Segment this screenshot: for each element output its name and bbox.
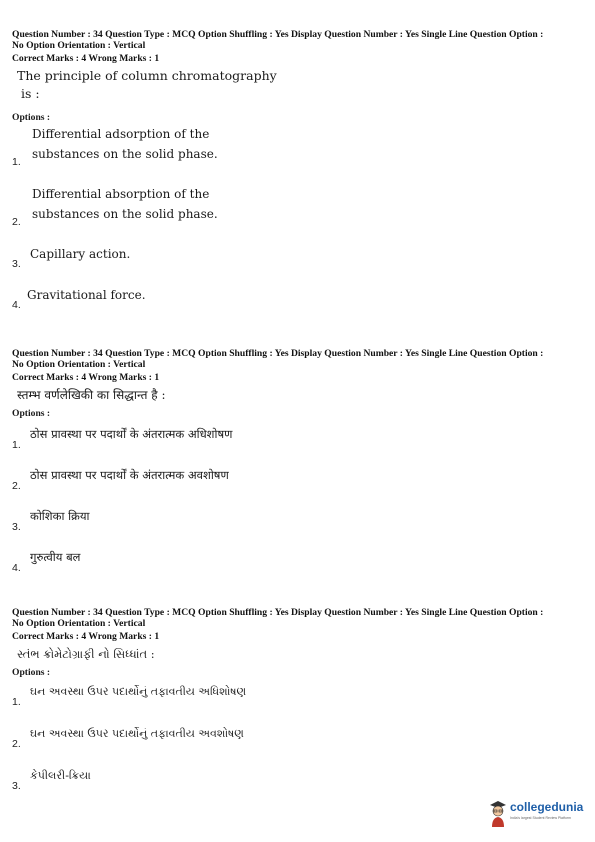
option-text-line1: ठोस प्रावस्था पर पदार्थों के अंतरात्मक अधिशोषण xyxy=(30,426,233,441)
question-text-line1: स्तम्भ वर्णलेखिकी का सिद्धान्त है : xyxy=(17,387,166,402)
option-number: 3. xyxy=(12,257,21,270)
question-meta-line2: No Option Orientation : Vertical xyxy=(12,617,146,629)
option-number: 2. xyxy=(12,737,21,750)
option-number: 1. xyxy=(12,438,21,451)
question-meta-line1: Question Number : 34 Question Type : MCQ Option Shuffling : Yes Display Question Number : Yes Single Line Question Option : xyxy=(12,348,544,359)
option-number: 1. xyxy=(12,155,21,168)
options-list xyxy=(12,123,587,323)
options-label: Options : xyxy=(12,111,51,123)
question-block-english xyxy=(12,30,587,323)
question-block-gujarati xyxy=(12,608,587,808)
logo-wordmark: collegedunia xyxy=(510,800,584,814)
option-text-line1: Capillary action. xyxy=(30,246,131,261)
option-text-line1: गुरुत्वीय बल xyxy=(30,549,81,564)
option-text-line2: substances on the solid phase. xyxy=(32,206,218,221)
option-text-line1: કેપીલરી-ક્રિયા xyxy=(30,768,91,782)
question-block-hindi xyxy=(12,349,587,589)
option-number: 1. xyxy=(12,695,21,708)
option-number: 4. xyxy=(12,561,21,574)
question-meta-line1: Question Number : 34 Question Type : MCQ Option Shuffling : Yes Display Question Number : Yes Single Line Question Option : xyxy=(12,607,544,618)
question-meta-line1: Question Number : 34 Question Type : MCQ Option Shuffling : Yes Display Question Number : Yes Single Line Question Option : xyxy=(12,29,544,40)
option-text-line1: Differential adsorption of the xyxy=(32,126,210,141)
option-number: 3. xyxy=(12,779,21,792)
marks-line: Correct Marks : 4 Wrong Marks : 1 xyxy=(12,631,160,642)
option-number: 2. xyxy=(12,215,21,228)
question-text-line1: The principle of column chromatography xyxy=(17,67,277,83)
option-text-line1: ઘન અવસ્થા ઉપર પદાર્થોનું તફાવતીય અધિશોષણ xyxy=(30,684,247,698)
collegedunia-logo xyxy=(488,796,588,832)
option-text-line2: substances on the solid phase. xyxy=(32,146,218,161)
logo-tagline: India's largest Student Review Platform xyxy=(510,816,571,820)
question-meta-line2: No Option Orientation : Vertical xyxy=(12,358,146,370)
options-label: Options : xyxy=(12,666,51,678)
option-text-line1: कोशिका क्रिया xyxy=(30,508,90,523)
option-text-line1: Differential absorption of the xyxy=(32,186,210,201)
option-text-line1: ठोस प्रावस्था पर पदार्थों के अंतरात्मक अवशोषण xyxy=(30,467,229,482)
question-text xyxy=(17,386,587,404)
options-label: Options : xyxy=(12,407,51,419)
option-number: 2. xyxy=(12,479,21,492)
question-text-line1: સ્તંભ ક્રોમેટોગ્રાફી નો સિધ્ધાંત : xyxy=(17,646,155,661)
student-mascot-icon xyxy=(488,798,508,828)
marks-line: Correct Marks : 4 Wrong Marks : 1 xyxy=(12,53,160,64)
option-number: 4. xyxy=(12,298,21,311)
question-meta-line2: No Option Orientation : Vertical xyxy=(12,39,146,51)
option-text-line1: ઘન અવસ્થા ઉપર પદાર્થોનું તફાવતીય અવશોષણ xyxy=(30,726,244,740)
option-number: 3. xyxy=(12,520,21,533)
options-list xyxy=(12,419,587,589)
option-text-line1: Gravitational force. xyxy=(27,287,146,302)
options-list xyxy=(12,678,587,808)
question-text xyxy=(17,67,587,103)
question-text xyxy=(17,645,587,663)
question-text-line2: is : xyxy=(21,85,40,101)
marks-line: Correct Marks : 4 Wrong Marks : 1 xyxy=(12,372,160,383)
